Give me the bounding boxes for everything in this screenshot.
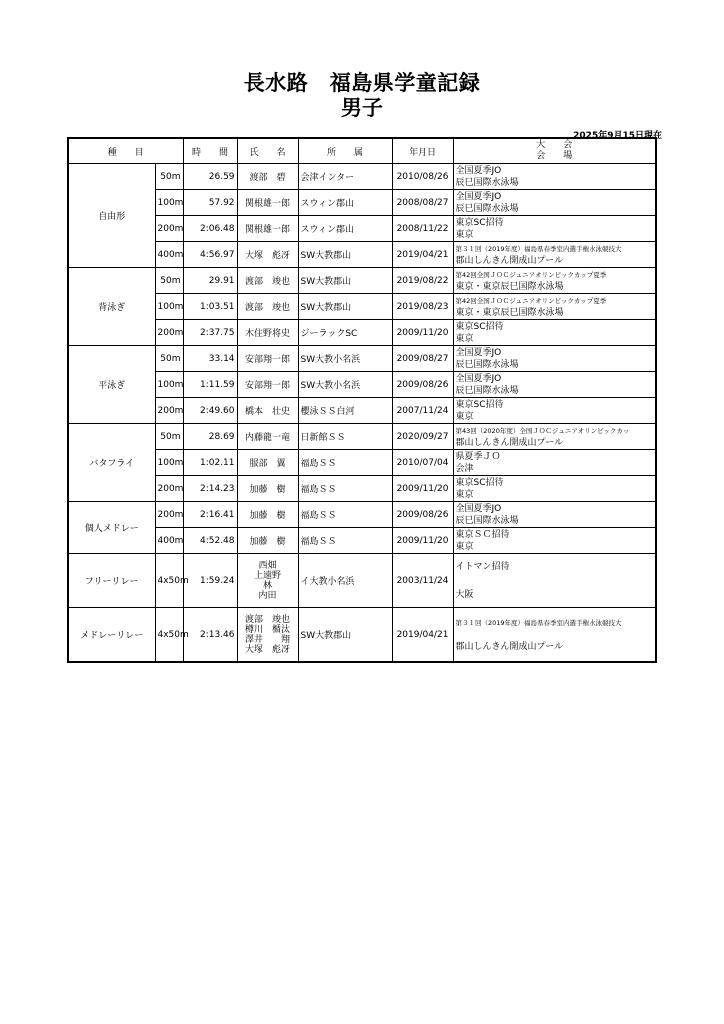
meet-venue: 東京 [455,411,474,422]
meet-cell [453,216,656,242]
header-club: 所 属 [298,138,392,164]
distance-cell: 200m [155,398,183,424]
date-cell: 2003/11/24 [392,554,453,608]
distance-cell: 100m [155,190,183,216]
club-cell: 福島ＳＳ [298,450,392,476]
meet-venue: 辰巳国際水泳場 [455,515,519,526]
meet-venue: 東京 [455,541,474,552]
time-cell: 4:52.48 [183,528,237,554]
club-cell: SW大教小名浜 [298,346,392,372]
date-cell: 2019/04/21 [392,242,453,268]
table-row [68,502,656,528]
event-cell: 背泳ぎ [68,268,155,346]
club-cell: SW大教郡山 [298,608,392,663]
meet-name: 第42回全国ＪＯＣジュニアオリンピックカップ夏季 [455,296,607,305]
date-cell: 2009/11/20 [392,320,453,346]
name-cell: 加藤 樹 [237,502,298,528]
distance-cell: 100m [155,294,183,320]
table-row [68,190,656,216]
distance-cell: 50m [155,268,183,294]
time-cell: 26.59 [183,164,237,190]
name-cell: 渡部 碧 [237,164,298,190]
relay-swimmer: 渡部 竣也 [245,614,291,625]
meet-name: 第43回（2020年度）全国ＪＯＣジュニアオリンピックカッ [455,426,630,435]
time-cell: 33.14 [183,346,237,372]
records-table [67,137,657,663]
distance-cell: 200m [155,476,183,502]
meet-venue: 辰巳国際水泳場 [455,177,519,188]
relay-swimmer: 澤井 翔 [245,634,291,645]
meet-name: イトマン招待 [455,561,510,572]
event-cell: 平泳ぎ [68,346,155,424]
meet-venue: 辰巳国際水泳場 [455,359,519,370]
meet-name: 東京SC招待 [455,321,504,332]
date-cell: 2008/11/22 [392,216,453,242]
date-cell: 2009/08/26 [392,502,453,528]
distance-cell: 50m [155,346,183,372]
header-time: 時 間 [183,138,237,164]
club-cell: 日新館ＳＳ [298,424,392,450]
meet-name: 全国夏季JO [455,347,502,358]
time-cell: 28.69 [183,424,237,450]
time-cell: 2:13.46 [183,608,237,663]
meet-name: 東京SC招待 [455,217,504,228]
meet-name: 東京SC招待 [455,477,504,488]
meet-venue: 東京・東京辰巳国際水泳場 [455,307,564,318]
meet-cell [453,398,656,424]
meet-venue: 東京 [455,489,474,500]
meet-name: 第42回全国ＪＯＣジュニアオリンピックカップ夏季 [455,270,607,279]
name-cell: 安部翔一郎 [237,372,298,398]
name-cell: 加藤 樹 [237,528,298,554]
time-cell: 2:14.23 [183,476,237,502]
time-cell: 4:56.97 [183,242,237,268]
table-row [68,294,656,320]
meet-name: 全国夏季JO [455,191,502,202]
time-cell: 2:16.41 [183,502,237,528]
time-cell: 1:59.24 [183,554,237,608]
distance-cell: 200m [155,216,183,242]
distance-cell: 200m [155,320,183,346]
meet-cell [453,554,656,608]
club-cell: SW大教郡山 [298,294,392,320]
distance-cell: 100m [155,372,183,398]
meet-cell [453,242,656,268]
club-cell: 福島ＳＳ [298,476,392,502]
table-row [68,320,656,346]
meet-cell [453,502,656,528]
page-title: 長水路 福島県学童記録 [243,71,481,95]
header-meet-line2: 会 場 [536,151,573,161]
club-cell: スウィン郡山 [298,190,392,216]
meet-name: 県夏季ＪＯ [455,451,501,462]
meet-venue: 郡山しんきん開成山プール [455,641,564,652]
relay-swimmer: 樽川 楯汰 [245,624,291,635]
meet-name: 第３１回（2019年度）福島県春季室内選手権水泳競技大 [455,618,622,627]
name-cell: 関根雄一郎 [237,190,298,216]
date-cell: 2009/08/26 [392,372,453,398]
meet-cell [453,528,656,554]
meet-cell [453,450,656,476]
meet-name: 全国夏季JO [455,373,502,384]
meet-venue: 辰巳国際水泳場 [455,385,519,396]
distance-cell: 4x50m [155,608,183,663]
meet-venue: 東京 [455,333,474,344]
distance-cell: 50m [155,424,183,450]
meet-cell [453,320,656,346]
date-cell: 2010/08/26 [392,164,453,190]
table-row [68,424,656,450]
time-cell: 29.91 [183,268,237,294]
time-cell: 2:06.48 [183,216,237,242]
name-cell: 安部翔一郎 [237,346,298,372]
name-cell: 関根雄一郎 [237,216,298,242]
date-cell: 2009/11/20 [392,476,453,502]
meet-cell [453,608,656,663]
header-name: 氏 名 [237,138,298,164]
date-cell: 2009/08/27 [392,346,453,372]
meet-cell [453,268,656,294]
table-row [68,164,656,190]
table-row [68,216,656,242]
name-cell: 木住野将史 [237,320,298,346]
relay-swimmer: 上遠野 [254,570,282,581]
date-cell: 2009/11/20 [392,528,453,554]
date-cell: 2007/11/24 [392,398,453,424]
time-cell: 1:03.51 [183,294,237,320]
meet-name: 東京SC招待 [455,399,504,410]
date-cell: 2020/09/27 [392,424,453,450]
header-meet-line1: 大 会 [536,140,573,150]
name-cell: 渡部 竣也 [237,294,298,320]
distance-cell: 4x50m [155,554,183,608]
table-row [68,346,656,372]
meet-cell [453,476,656,502]
meet-cell [453,346,656,372]
relay-swimmer: 大塚 彪冴 [245,644,291,655]
date-cell: 2010/07/04 [392,450,453,476]
club-cell: ジーラックSC [298,320,392,346]
time-cell: 2:37.75 [183,320,237,346]
header-event: 種 目 [68,138,183,164]
time-cell: 2:49.60 [183,398,237,424]
relay-swimmer: 内田 [258,590,277,601]
relay-row [68,608,656,663]
meet-venue: 郡山しんきん開成山プール [455,437,564,448]
table-row [68,476,656,502]
name-cell: 大塚 彪冴 [237,242,298,268]
relay-row [68,554,656,608]
meet-venue: 会津 [455,463,474,474]
name-cell: 渡部 竣也 [237,268,298,294]
meet-cell [453,190,656,216]
meet-cell [453,294,656,320]
time-cell: 57.92 [183,190,237,216]
distance-cell: 400m [155,242,183,268]
relay-swimmer: 西畑 [258,560,277,571]
meet-cell [453,424,656,450]
meet-name: 東京ＳＣ招待 [455,529,510,540]
date-cell: 2019/08/23 [392,294,453,320]
distance-cell: 400m [155,528,183,554]
distance-cell: 200m [155,502,183,528]
club-cell: 会津インター [298,164,392,190]
club-cell: スウィン郡山 [298,216,392,242]
date-cell: 2019/04/21 [392,608,453,663]
event-cell: 個人メドレー [68,502,155,554]
club-cell: SW大教小名浜 [298,372,392,398]
club-cell: 福島ＳＳ [298,502,392,528]
meet-cell [453,164,656,190]
table-row [68,528,656,554]
event-cell: バタフライ [68,424,155,502]
club-cell: 櫻泳ＳＳ白河 [298,398,392,424]
meet-venue: 東京 [455,229,474,240]
name-cell: 内藤龍一竜 [237,424,298,450]
relay-names-cell [237,608,298,663]
distance-cell: 50m [155,164,183,190]
meet-venue: 大阪 [455,589,474,600]
header-date: 年月日 [392,138,453,164]
header-meet [453,138,656,164]
club-cell: イ大教小名浜 [298,554,392,608]
meet-venue: 辰巳国際水泳場 [455,203,519,214]
date-cell: 2019/08/22 [392,268,453,294]
club-cell: 福島ＳＳ [298,528,392,554]
table-row [68,372,656,398]
as-of-date: 2025年9月15日現在 [573,131,662,141]
distance-cell: 100m [155,450,183,476]
event-cell: フリーリレー [68,554,155,608]
table-row [68,268,656,294]
meet-venue: 郡山しんきん開成山プール [455,255,564,266]
meet-name: 第３１回（2019年度）福島県春季室内選手権水泳競技大 [455,244,622,253]
table-row [68,398,656,424]
table-row [68,242,656,268]
club-cell: SW大教郡山 [298,242,392,268]
event-cell: 自由形 [68,164,155,268]
name-cell: 橋本 壮史 [237,398,298,424]
meet-name: 全国夏季JO [455,503,502,514]
club-cell: SW大教郡山 [298,268,392,294]
page-subtitle: 男子 [341,96,383,120]
meet-cell [453,372,656,398]
time-cell: 1:02.11 [183,450,237,476]
time-cell: 1:11.59 [183,372,237,398]
name-cell: 服部 翼 [237,450,298,476]
table-row [68,450,656,476]
relay-names-cell [237,554,298,608]
relay-swimmer: 林 [263,580,273,591]
name-cell: 加藤 樹 [237,476,298,502]
table-header [68,138,656,164]
meet-name: 全国夏季JO [455,165,502,176]
event-cell: メドレーリレー [68,608,155,663]
date-cell: 2008/08/27 [392,190,453,216]
meet-venue: 東京・東京辰巳国際水泳場 [455,281,564,292]
